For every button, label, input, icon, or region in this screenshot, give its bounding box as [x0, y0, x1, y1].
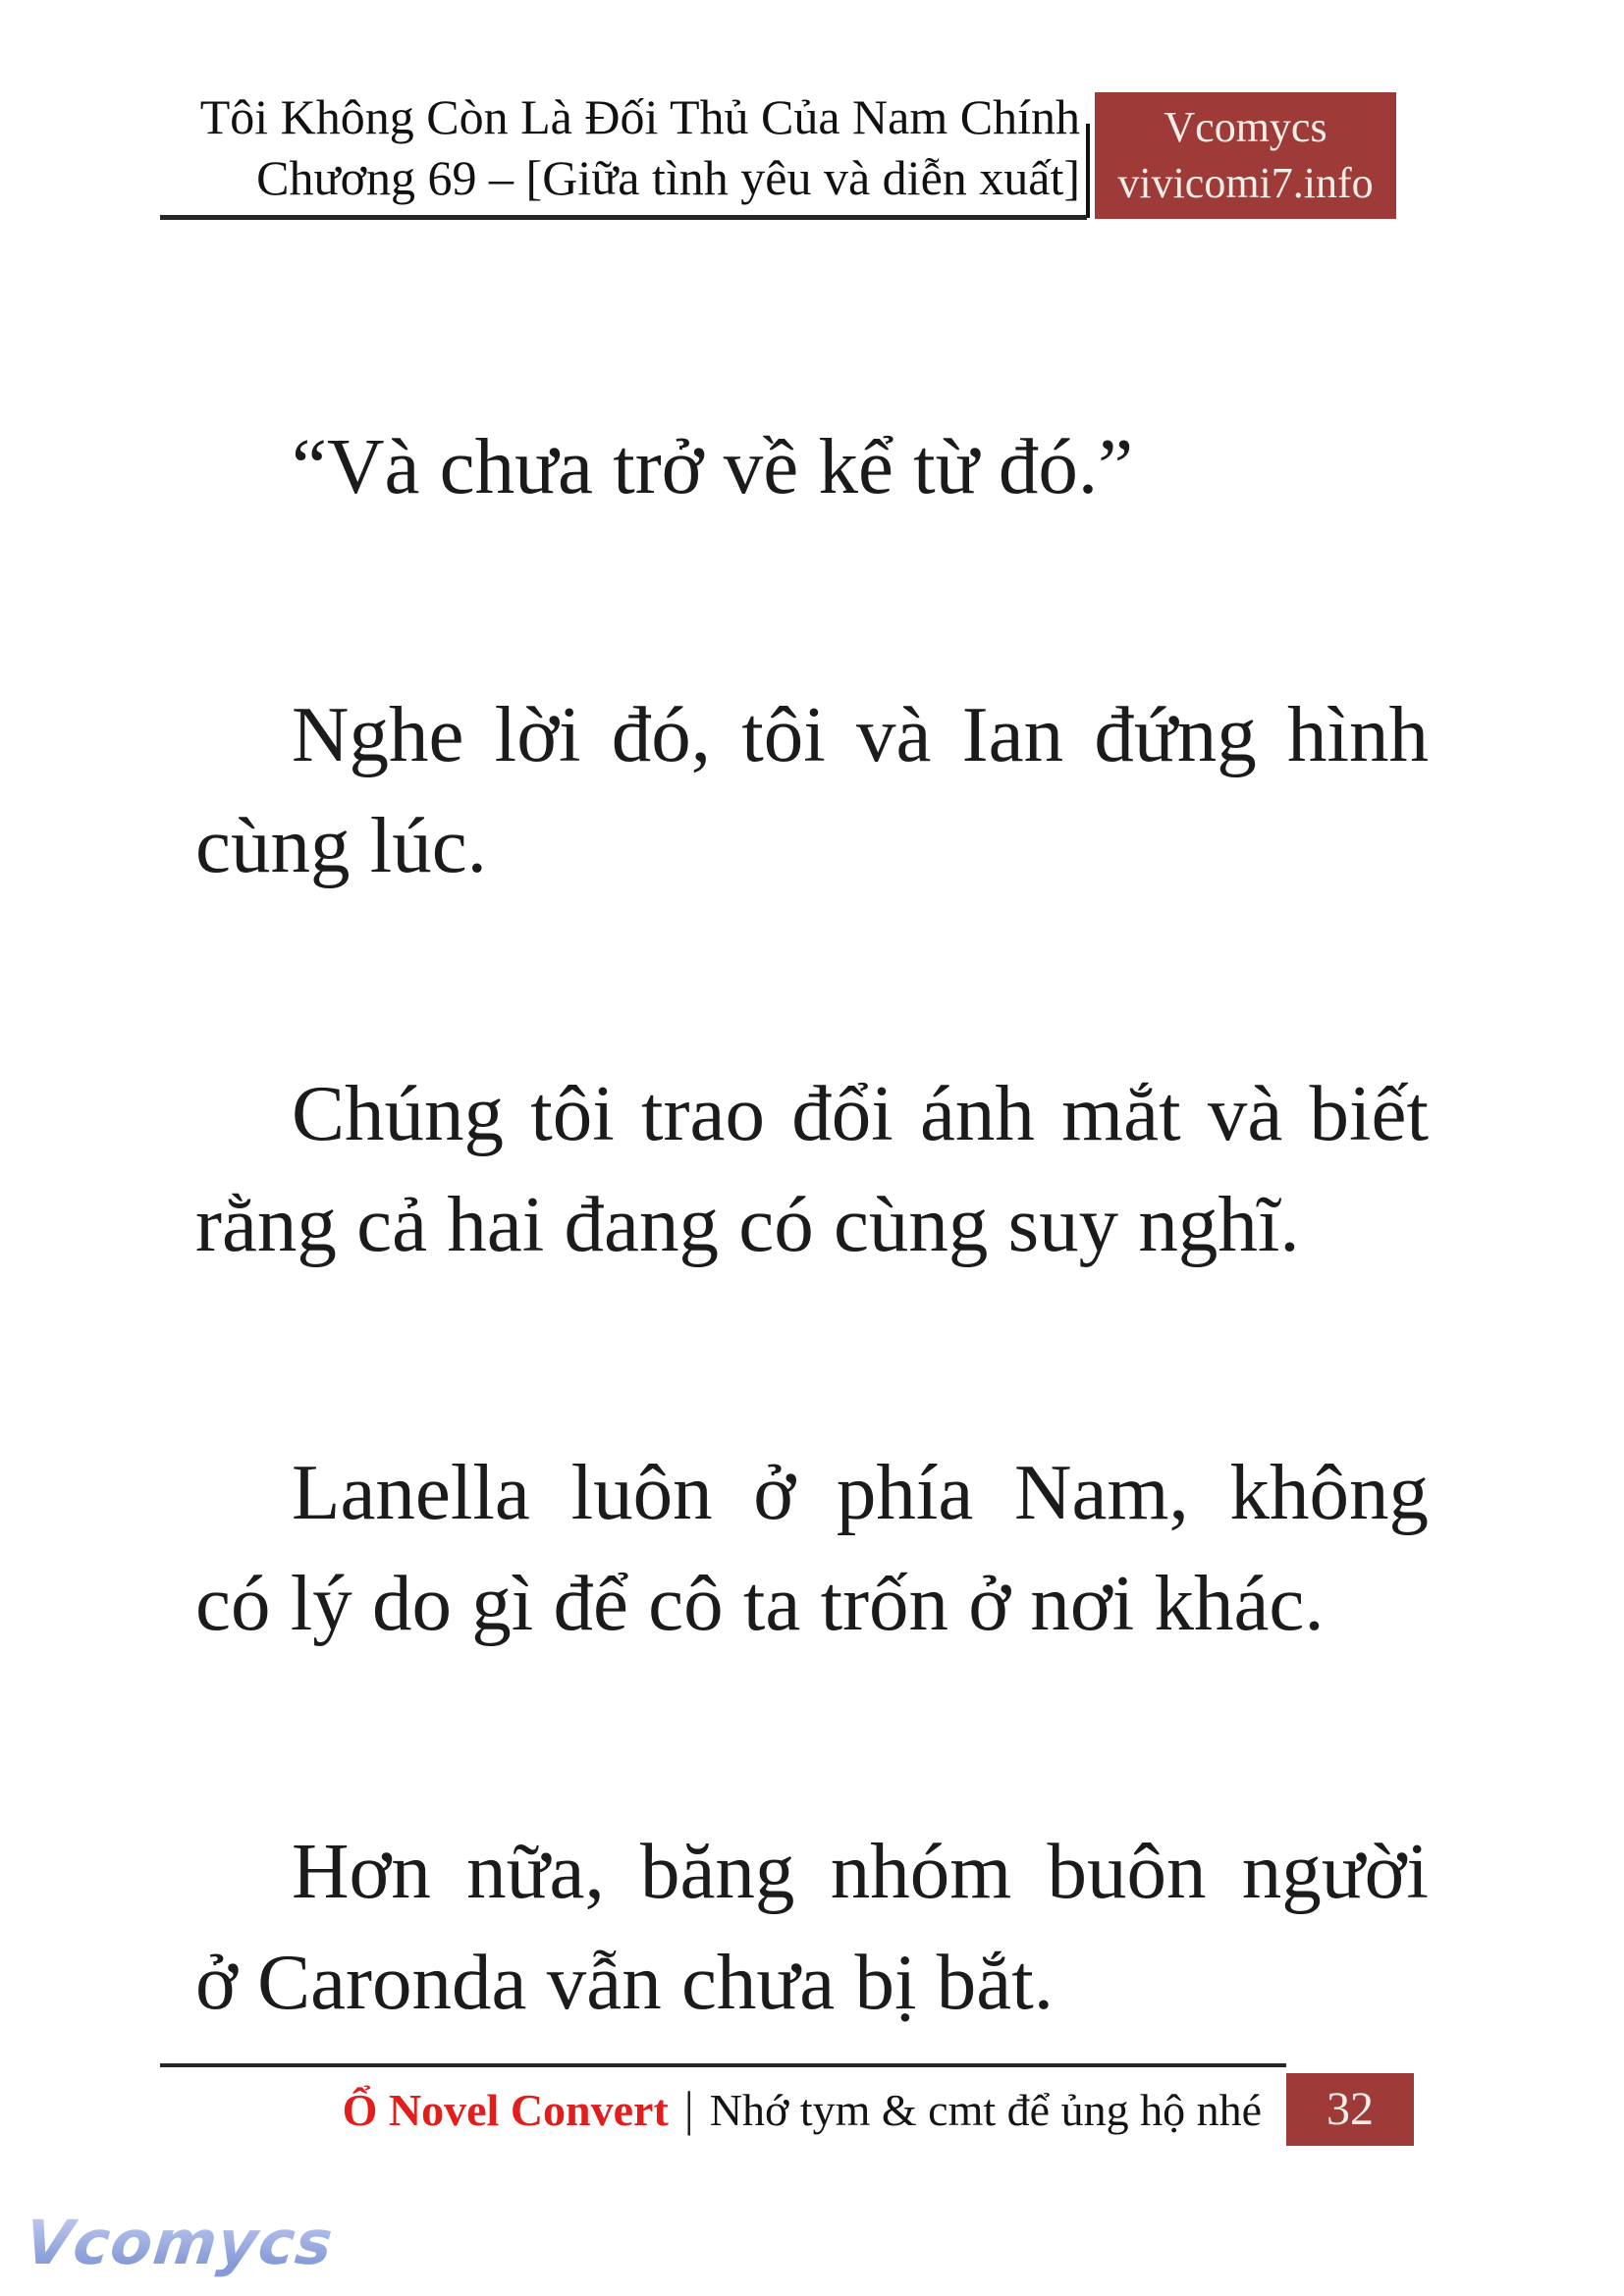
- body-line: cùng lúc.: [195, 801, 487, 889]
- chapter-subtitle: Chương 69 – [Giữa tình yêu và diễn xuất]: [256, 150, 1080, 205]
- body-line: có lý do gì để cô ta trốn ở nơi khác.: [195, 1559, 1325, 1647]
- footer-message: Nhớ tym & cmt để ủng hộ nhé: [709, 2085, 1262, 2135]
- body-line: rằng cả hai đang có cùng suy nghĩ.: [195, 1180, 1300, 1268]
- paragraph: [195, 679, 1429, 901]
- page-number: 32: [1326, 2083, 1374, 2135]
- paragraph: [195, 1816, 1429, 2038]
- paragraph: [195, 1058, 1429, 1280]
- body-line: Nghe lời đó, tôi và Ian đứng hình: [292, 690, 1429, 778]
- chapter-header: [160, 86, 1080, 208]
- footer-rule: [160, 2063, 1286, 2067]
- novel-title: Tôi Không Còn Là Đối Thủ Của Nam Chính: [199, 89, 1080, 144]
- footer-separator: |: [683, 2081, 694, 2136]
- header-divider-line: [1086, 124, 1090, 218]
- vcomycs-logo-watermark: Vcomycs: [22, 2207, 337, 2278]
- body-line: Lanella luôn ở phía Nam, không: [292, 1448, 1429, 1536]
- translator-brand-box: [1095, 92, 1396, 219]
- page-number-badge: [1286, 2073, 1414, 2146]
- footer-credit: [160, 2081, 1262, 2138]
- paragraph: [195, 1437, 1429, 1659]
- body-line: Chúng tôi trao đổi ánh mắt và biết: [292, 1069, 1429, 1157]
- brand-site-url: vivicomi7.info: [1117, 159, 1374, 207]
- body-line: “Và chưa trở về kể từ đó.”: [292, 422, 1134, 510]
- body-line: ở Caronda vẫn chưa bị bắt.: [195, 1938, 1054, 2026]
- footer-group-name: Ổ Novel Convert: [342, 2085, 669, 2135]
- chapter-body: [195, 218, 1429, 2195]
- brand-name: Vcomycs: [1164, 103, 1327, 151]
- paragraph: [195, 411, 1429, 522]
- body-line: Hơn nữa, băng nhóm buôn người: [292, 1827, 1429, 1915]
